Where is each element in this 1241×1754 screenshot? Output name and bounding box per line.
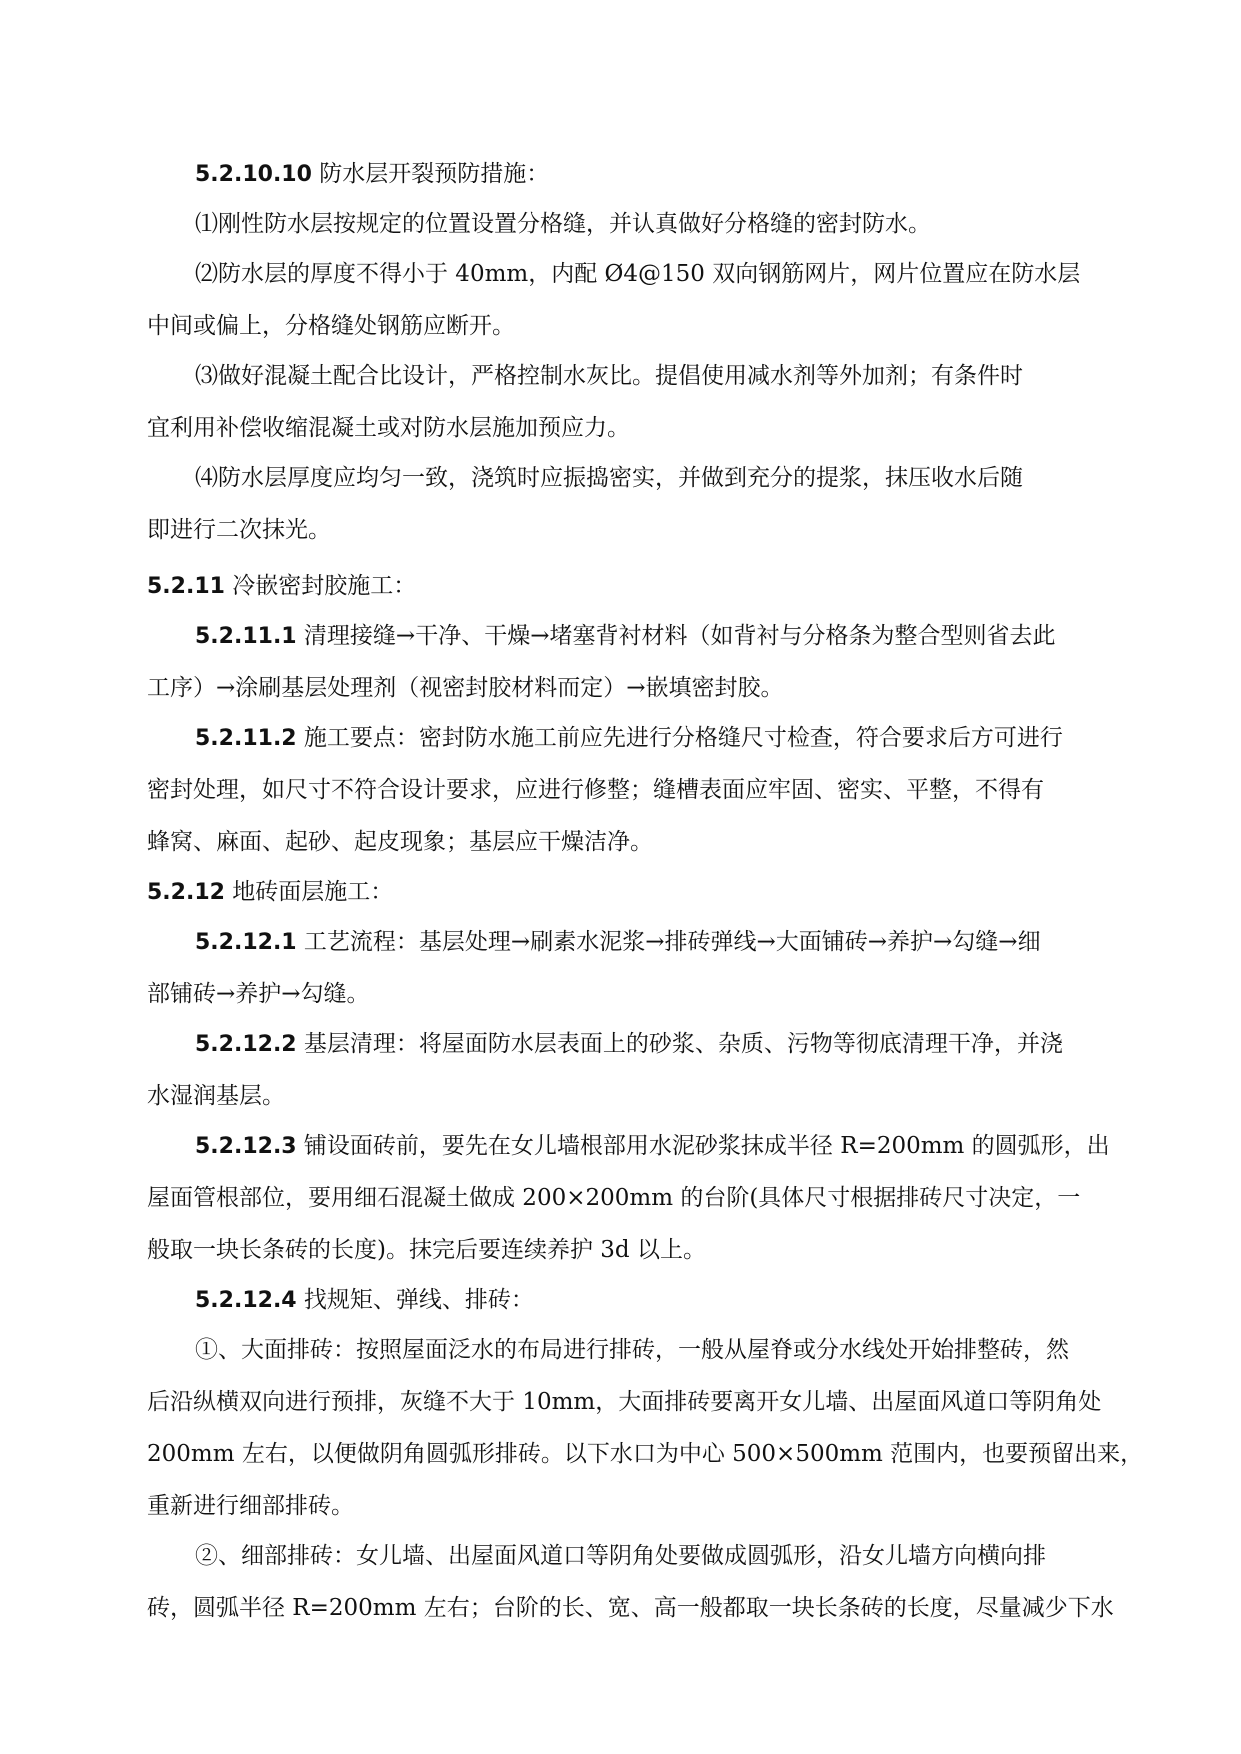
line-text: 水湿润基层。 (147, 1083, 285, 1109)
line-text: 重新进行细部排砖。 (147, 1493, 354, 1519)
line-text: 宜利用补偿收缩混凝土或对防水层施加预应力。 (147, 415, 630, 441)
line-text: 中间或偏上，分格缝处钢筋应断开。 (147, 313, 515, 339)
section-number: 5.2.11.2 (195, 726, 297, 751)
text-line (147, 1376, 1117, 1428)
section-number: 5.2.10.10 (195, 162, 312, 187)
line-text: 蜂窝、麻面、起砂、起皮现象；基层应干燥洁净。 (147, 829, 653, 855)
text-line (147, 350, 1117, 402)
line-text: 地砖面层施工： (224, 879, 394, 905)
text-line (147, 764, 1117, 816)
section-number: 5.2.12.1 (195, 930, 297, 955)
text-line (147, 248, 1117, 300)
section-number: 5.2.11.1 (195, 624, 297, 649)
paragraph (147, 248, 1117, 352)
paragraph (147, 712, 1117, 868)
text-line (147, 1172, 1117, 1224)
paragraph (147, 350, 1117, 454)
paragraph (147, 1274, 1117, 1326)
line-text: 砖，圆弧半径 R=200mm 左右；台阶的长、宽、高一般都取一块长条砖的长度，尽量减少下水 (147, 1595, 1114, 1621)
line-text: 施工要点：密封防水施工前应先进行分格缝尺寸检查，符合要求后方可进行 (296, 725, 1063, 751)
text-line (147, 866, 1117, 918)
text-line (147, 1480, 1117, 1532)
line-text: 铺设面砖前，要先在女儿墙根部用水泥砂浆抹成半径 R=200mm 的圆弧形，出 (296, 1133, 1110, 1159)
paragraph (147, 610, 1117, 714)
text-line (147, 1324, 1117, 1376)
line-text: ⑵防水层的厚度不得小于 40mm，内配 Ø4@150 双向钢筋网片，网片位置应在防水层 (195, 261, 1081, 287)
text-line (147, 300, 1117, 352)
paragraph (147, 866, 1117, 918)
paragraph (147, 560, 1117, 612)
text-line (147, 402, 1117, 454)
section-number: 5.2.12 (147, 880, 225, 905)
line-text: 找规矩、弹线、排砖： (296, 1287, 534, 1313)
paragraph (147, 1530, 1117, 1634)
line-text: 防水层开裂预防措施： (311, 161, 550, 187)
paragraph (147, 1120, 1117, 1276)
paragraph (147, 148, 1117, 200)
text-line (147, 968, 1117, 1020)
text-line (147, 1530, 1117, 1582)
line-text: ①、大面排砖：按照屋面泛水的布局进行排砖，一般从屋脊或分水线处开始排整砖，然 (195, 1337, 1069, 1363)
paragraph (147, 916, 1117, 1020)
section-number: 5.2.12.4 (195, 1288, 297, 1313)
line-text: 200mm 左右，以便做阴角圆弧形排砖。以下水口为中心 500×500mm 范围内，也要预留出来， (147, 1441, 1144, 1467)
line-text: ⑴刚性防水层按规定的位置设置分格缝，并认真做好分格缝的密封防水。 (195, 211, 931, 237)
line-text: ⑷防水层厚度应均匀一致，浇筑时应振捣密实，并做到充分的提浆，抹压收水后随 (195, 465, 1023, 491)
paragraph (147, 452, 1117, 556)
text-line (147, 610, 1117, 662)
text-line (147, 504, 1117, 556)
section-number: 5.2.12.2 (195, 1032, 297, 1057)
line-text: 基层清理：将屋面防水层表面上的砂浆、杂质、污物等彻底清理干净，并浇 (296, 1031, 1063, 1057)
text-line (147, 1274, 1117, 1326)
text-line (147, 1428, 1144, 1480)
text-line (147, 1018, 1117, 1070)
line-text: 般取一块长条砖的长度)。抹完后要连续养护 3d 以上。 (147, 1237, 706, 1263)
text-line (147, 1224, 1117, 1276)
text-line (147, 1070, 1117, 1122)
text-line (147, 198, 1117, 250)
paragraph (147, 1018, 1117, 1122)
line-text: 后沿纵横双向进行预排，灰缝不大于 10mm，大面排砖要离开女儿墙、出屋面风道口等阴角处 (147, 1389, 1102, 1415)
text-line (147, 452, 1117, 504)
line-text: 屋面管根部位，要用细石混凝土做成 200×200mm 的台阶(具体尺寸根据排砖尺寸决定，一 (147, 1185, 1081, 1211)
text-line (147, 916, 1117, 968)
line-text: 冷嵌密封胶施工： (224, 573, 417, 599)
paragraph (147, 198, 1117, 250)
section-number: 5.2.11 (147, 574, 225, 599)
text-line (147, 1120, 1117, 1172)
paragraph (147, 1324, 1144, 1532)
text-line (147, 662, 1117, 714)
line-text: 部铺砖→养护→勾缝。 (147, 981, 370, 1007)
line-text: 工序）→涂刷基层处理剂（视密封胶材料而定）→嵌填密封胶。 (147, 675, 784, 701)
line-text: 工艺流程：基层处理→刷素水泥浆→排砖弹线→大面铺砖→养护→勾缝→细 (296, 929, 1041, 955)
section-number: 5.2.12.3 (195, 1134, 297, 1159)
line-text: 即进行二次抹光。 (147, 517, 331, 543)
text-line (147, 560, 1117, 612)
line-text: ⑶做好混凝土配合比设计，严格控制水灰比。提倡使用减水剂等外加剂；有条件时 (195, 363, 1023, 389)
text-line (147, 1582, 1117, 1634)
line-text: 密封处理，如尺寸不符合设计要求，应进行修整；缝槽表面应牢固、密实、平整，不得有 (147, 777, 1044, 803)
text-line (147, 148, 1117, 200)
text-line (147, 816, 1117, 868)
text-line (147, 712, 1117, 764)
line-text: ②、细部排砖：女儿墙、出屋面风道口等阴角处要做成圆弧形，沿女儿墙方向横向排 (195, 1543, 1046, 1569)
line-text: 清理接缝→干净、干燥→堵塞背衬材料（如背衬与分格条为整合型则省去此 (296, 623, 1056, 649)
